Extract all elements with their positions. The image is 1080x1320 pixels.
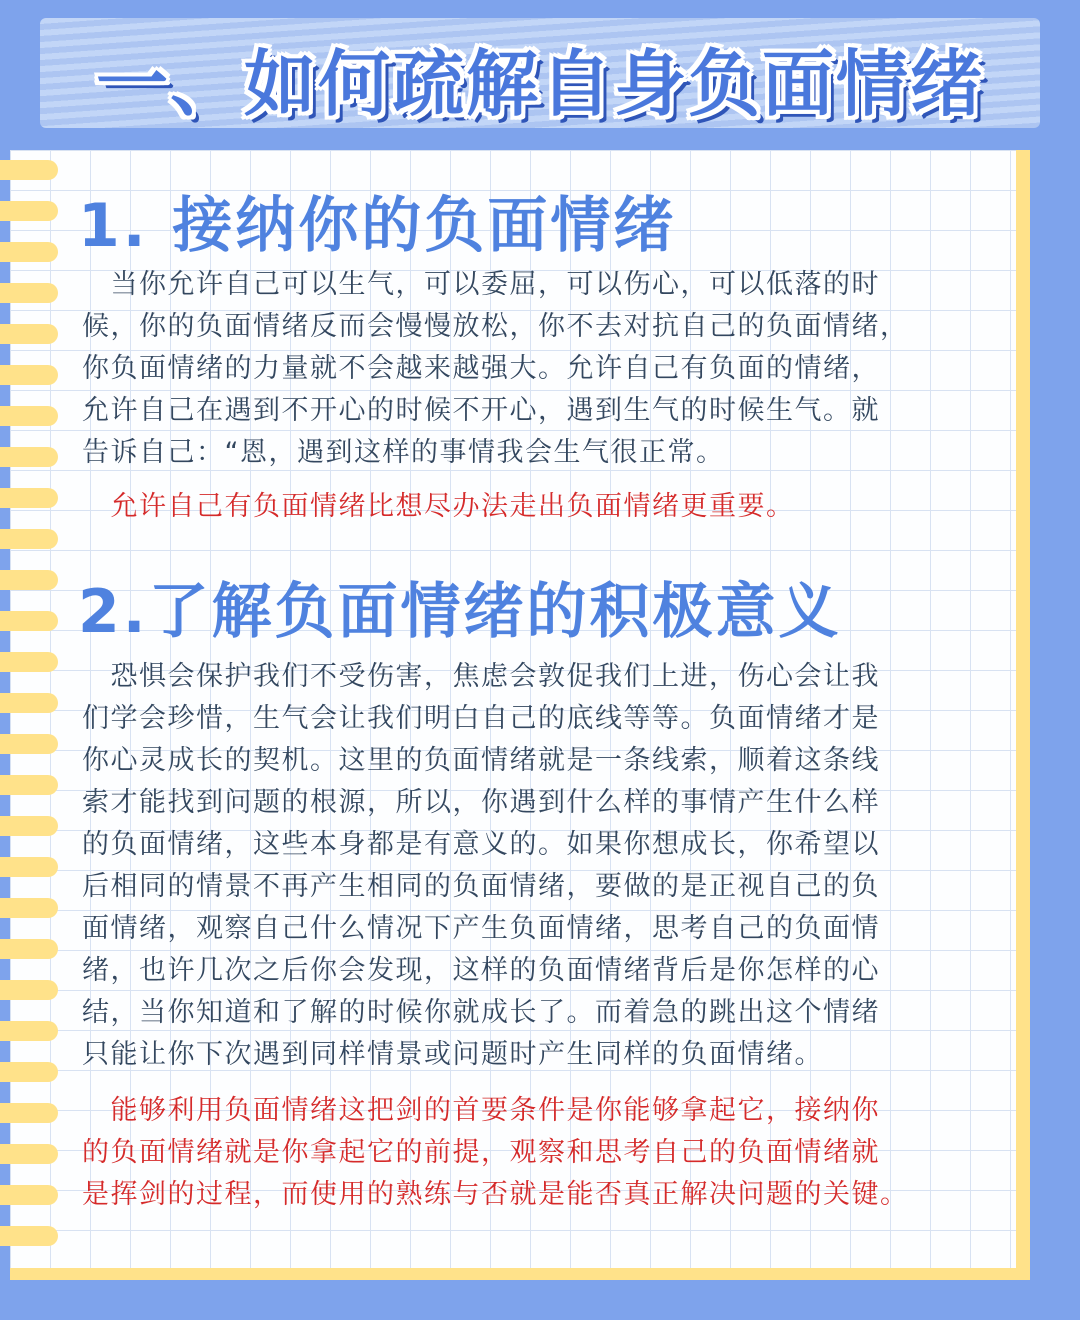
page-title: 一、如何疏解自身负面情绪 (95, 42, 984, 126)
binding-ring (0, 898, 58, 918)
binding-ring (0, 283, 58, 303)
binding-ring (0, 611, 58, 631)
binding-ring (0, 1185, 58, 1205)
binding-ring (0, 160, 58, 180)
binding-ring (0, 775, 58, 795)
section-2-body: 恐惧会保护我们不受伤害，焦虑会敦促我们上进，伤心会让我 们学会珍惜，生气会让我们明白自己的底线等等。负面情绪才是 你心灵成长的契机。这里的负面情绪就是一条线索，顺着这条线 索才能找到问题的根源，所以，你遇到什么样的事情产生什么样 的负面情绪，这些本身都是有意义的。如果你想成长，你希望以 后相同的情景不再产生相同的负面情绪，要做的是正视自己的负 面情绪，观察自己什么情况下产生负面情绪，思考自己的负面情 绪，也许几次之后你会发现，这样的负面情绪背后是你怎样的心 结，当你知道和了解的时候你就成长了。而着急的跳出这个情绪 只能让你下次遇到同样情景或问题时产生同样的负面情绪。 (82, 661, 880, 1070)
binding-ring (0, 529, 58, 549)
binding-ring (0, 1021, 58, 1041)
section-2-heading: 2.了解负面情绪的积极意义 (78, 577, 842, 647)
binding-ring (0, 324, 58, 344)
section-2-highlight: 能够利用负面情绪这把剑的首要条件是你能够拿起它，接纳你 的负面情绪就是你拿起它的前提，观察和思考自己的负面情绪就 是挥剑的过程，而使用的熟练与否就是能否真正解决问题的关键。 (82, 1095, 909, 1210)
binding-ring (0, 652, 58, 672)
binding-ring (0, 693, 58, 713)
binding-ring (0, 447, 58, 467)
binding-ring (0, 488, 58, 508)
binding-ring (0, 939, 58, 959)
title-banner (0, 0, 1080, 146)
section-1-highlight: 允许自己有负面情绪比想尽办法走出负面情绪更重要。 (82, 491, 795, 522)
binding-ring (0, 1062, 58, 1082)
binding-ring (0, 570, 58, 590)
binding-ring (0, 365, 58, 385)
binding-ring (0, 406, 58, 426)
binding-ring (0, 857, 58, 877)
binding-ring (0, 980, 58, 1000)
section-1-heading: 1. 接纳你的负面情绪 (78, 191, 677, 261)
binding-ring (0, 1144, 58, 1164)
binding-ring (0, 242, 58, 262)
binding-ring (0, 734, 58, 754)
notebook-binding (0, 160, 60, 1270)
binding-ring (0, 201, 58, 221)
binding-ring (0, 1226, 58, 1246)
section-1-body: 当你允许自己可以生气，可以委屈，可以伤心，可以低落的时 候，你的负面情绪反而会慢慢放松，你不去对抗自己的负面情绪， 你负面情绪的力量就不会越来越强大。允许自己有负面的情绪， 允许自己在遇到不开心的时候不开心，遇到生气的时候生气。就 告诉自己：“恩，遇到这样的事情我会生气很正常。 (82, 269, 909, 468)
binding-ring (0, 1103, 58, 1123)
binding-ring (0, 816, 58, 836)
